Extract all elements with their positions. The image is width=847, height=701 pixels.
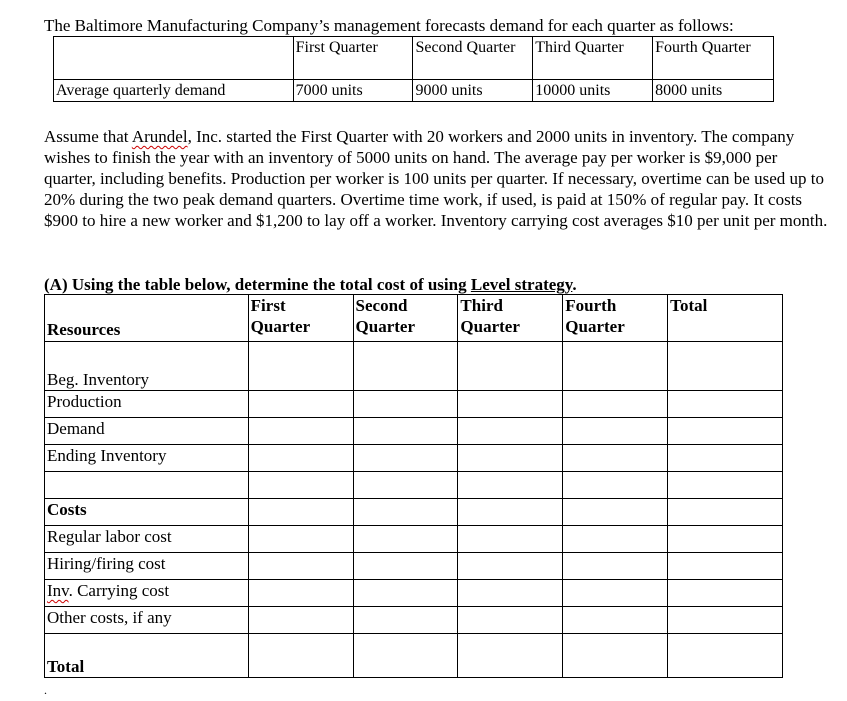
row-hiring-firing: [45, 553, 783, 580]
demand-header-q4: Fourth Quarter: [653, 37, 774, 80]
cell[interactable]: [353, 553, 458, 580]
cell[interactable]: [563, 607, 668, 634]
cell[interactable]: [668, 634, 783, 678]
cell[interactable]: [458, 472, 563, 499]
problem-paragraph: [44, 126, 829, 231]
trailing-mark: .: [44, 683, 47, 697]
header-q4: Fourth Quarter: [563, 295, 668, 342]
cell[interactable]: [563, 634, 668, 678]
demand-header-blank: [54, 37, 294, 80]
cell[interactable]: [353, 418, 458, 445]
cell[interactable]: [353, 580, 458, 607]
row-production: [45, 391, 783, 418]
cell[interactable]: [563, 472, 668, 499]
label-hiring-firing: Hiring/firing cost: [45, 553, 249, 580]
demand-q1-value: 7000 units: [293, 80, 413, 102]
demand-value-row: [54, 80, 774, 102]
cell[interactable]: [563, 391, 668, 418]
demand-forecast-table: [53, 36, 774, 102]
row-costs-heading: [45, 499, 783, 526]
label-inv-carrying: Inv. Carrying cost: [45, 580, 249, 607]
demand-q3-value: 10000 units: [533, 80, 653, 102]
cell[interactable]: [458, 499, 563, 526]
header-total: Total: [668, 295, 783, 342]
cell[interactable]: [458, 418, 563, 445]
row-beg-inventory: [45, 342, 783, 391]
cell[interactable]: [353, 634, 458, 678]
row-other-costs: [45, 607, 783, 634]
part-a-suffix: .: [572, 275, 577, 294]
cell[interactable]: [248, 418, 353, 445]
label-total: Total: [45, 634, 249, 678]
demand-header-q2: Second Quarter: [413, 37, 533, 80]
label-production: Production: [45, 391, 249, 418]
row-demand: [45, 418, 783, 445]
cell[interactable]: [248, 391, 353, 418]
cell[interactable]: [353, 499, 458, 526]
cell[interactable]: [563, 418, 668, 445]
cell[interactable]: [248, 526, 353, 553]
cell[interactable]: [248, 607, 353, 634]
cell[interactable]: [668, 445, 783, 472]
paragraph-part-2: , Inc. started the First Quarter with 20 workers and 2000 units in inventory. The company wishes to finish the year with an inventory of 5000 units on hand. The average pay per worker is $9,000 per quarter, including benefits. Production per worker is 100 units per quarter. If necessary, overtime can be used up to 20% during the two peak demand quarters. Overtime time work, if used, is paid at 150% of regular pay. It costs $900 to hire a new worker and $1,200 to lay off a worker. Inventory carrying cost averages $10 per unit per month.: [44, 127, 828, 230]
paragraph-part-1: Assume that: [44, 127, 132, 146]
cell[interactable]: [248, 580, 353, 607]
cell[interactable]: [458, 342, 563, 391]
cell[interactable]: [248, 634, 353, 678]
level-strategy-label: Level strategy: [470, 275, 573, 294]
cell[interactable]: [458, 391, 563, 418]
cell[interactable]: [45, 472, 249, 499]
cell[interactable]: [563, 499, 668, 526]
cell[interactable]: [563, 342, 668, 391]
cell[interactable]: [668, 499, 783, 526]
row-spacer: [45, 472, 783, 499]
header-q2: Second Quarter: [353, 295, 458, 342]
header-q3: Third Quarter: [458, 295, 563, 342]
row-ending-inventory: [45, 445, 783, 472]
plan-header-row: [45, 295, 783, 342]
cell[interactable]: [668, 526, 783, 553]
cell[interactable]: [668, 580, 783, 607]
demand-q4-value: 8000 units: [653, 80, 774, 102]
demand-row-label: Average quarterly demand: [54, 80, 294, 102]
cell[interactable]: [668, 418, 783, 445]
intro-sentence: The Baltimore Manufacturing Company’s management forecasts demand for each quarter as follows:: [44, 16, 734, 35]
cell[interactable]: [668, 391, 783, 418]
cell[interactable]: [353, 391, 458, 418]
demand-q2-value: 9000 units: [413, 80, 533, 102]
cell[interactable]: [248, 499, 353, 526]
cell[interactable]: [458, 607, 563, 634]
company-name-misspelled[interactable]: Arundel: [131, 127, 188, 146]
cell[interactable]: [248, 553, 353, 580]
cell[interactable]: [668, 553, 783, 580]
cell[interactable]: [458, 553, 563, 580]
cell[interactable]: [458, 634, 563, 678]
part-a-heading: [44, 274, 577, 295]
level-strategy-table: [44, 294, 783, 678]
label-ending-inventory: Ending Inventory: [45, 445, 249, 472]
demand-header-q3: Third Quarter: [533, 37, 653, 80]
cell[interactable]: [248, 472, 353, 499]
cell[interactable]: [668, 472, 783, 499]
cell[interactable]: [248, 342, 353, 391]
demand-header-q1: First Quarter: [293, 37, 413, 80]
cell[interactable]: [353, 445, 458, 472]
row-inv-carrying: [45, 580, 783, 607]
inv-misspelled[interactable]: Inv: [47, 581, 69, 600]
cell[interactable]: [353, 342, 458, 391]
label-other-costs: Other costs, if any: [45, 607, 249, 634]
part-a-prefix: (A) Using the table below, determine the total cost of using: [44, 275, 471, 294]
label-demand: Demand: [45, 418, 249, 445]
cell[interactable]: [353, 526, 458, 553]
cell[interactable]: [668, 342, 783, 391]
label-beg-inventory: Beg. Inventory: [45, 342, 249, 391]
header-q1: First Quarter: [248, 295, 353, 342]
demand-header-row: [54, 37, 774, 80]
row-total: [45, 634, 783, 678]
cell[interactable]: [563, 580, 668, 607]
cell[interactable]: [353, 472, 458, 499]
cell[interactable]: [563, 526, 668, 553]
cell[interactable]: [353, 607, 458, 634]
cell[interactable]: [458, 445, 563, 472]
cell[interactable]: [458, 580, 563, 607]
header-resources: Resources: [45, 295, 249, 342]
label-costs: Costs: [45, 499, 249, 526]
row-regular-labor: [45, 526, 783, 553]
label-regular-labor: Regular labor cost: [45, 526, 249, 553]
cell[interactable]: [563, 553, 668, 580]
cell[interactable]: [563, 445, 668, 472]
cell[interactable]: [668, 607, 783, 634]
cell[interactable]: [458, 526, 563, 553]
cell[interactable]: [248, 445, 353, 472]
